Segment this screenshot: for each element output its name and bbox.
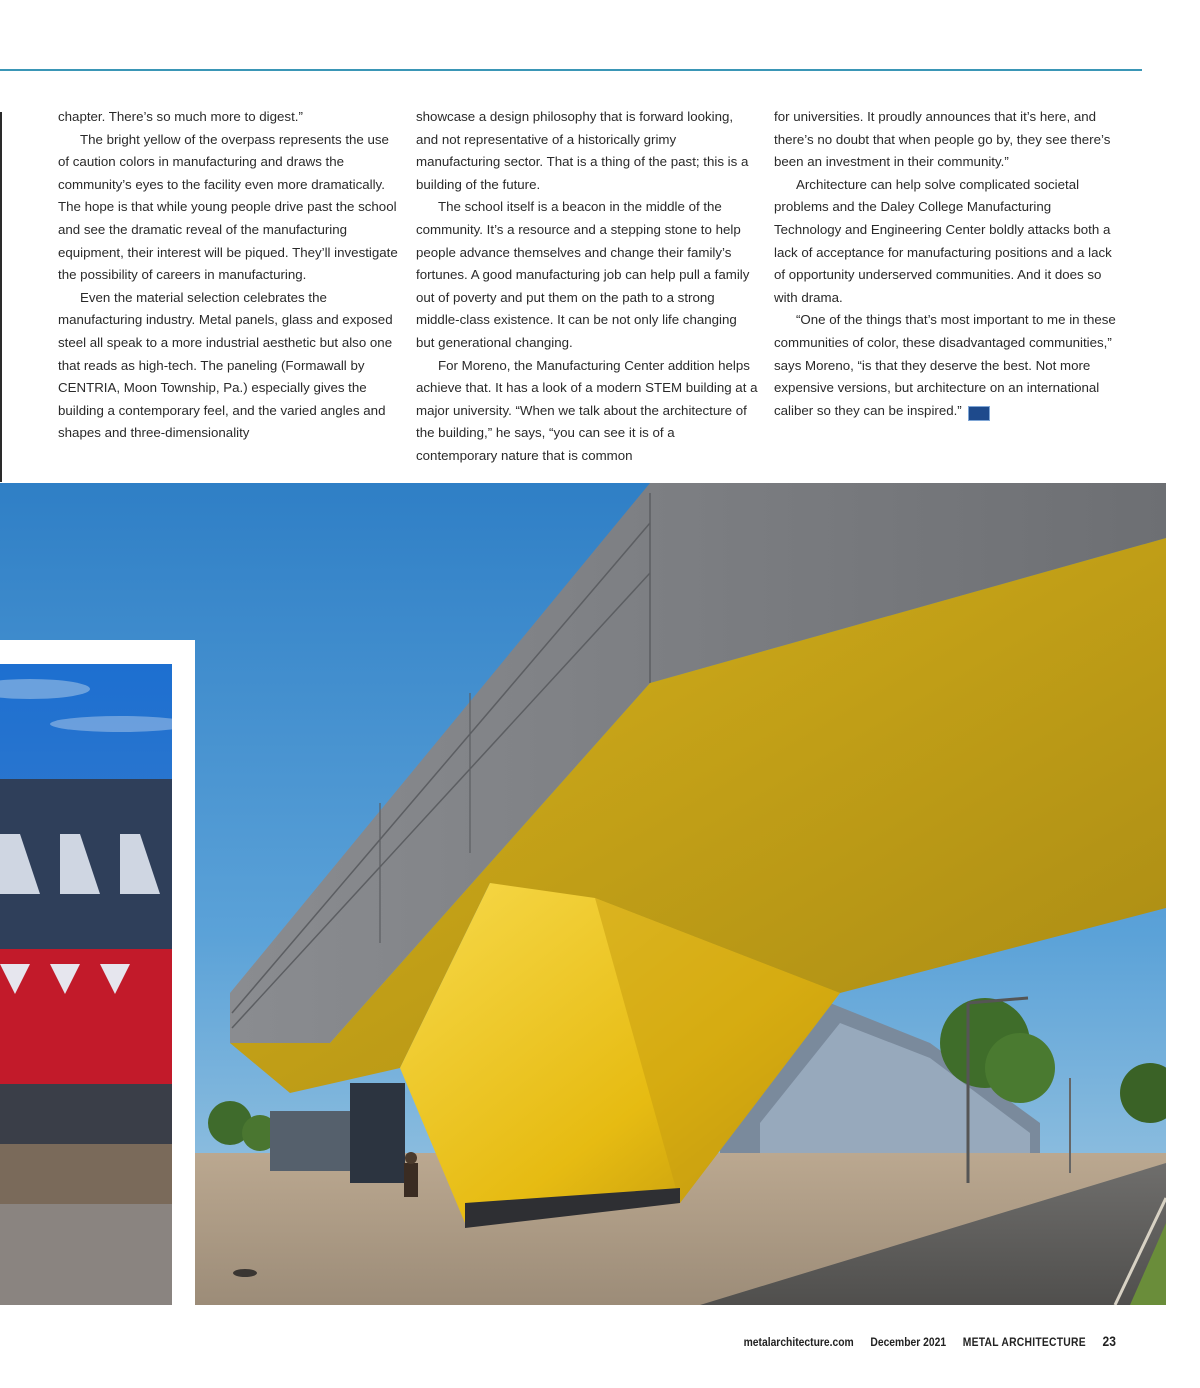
paragraph: Architecture can help solve complicated societal problems and the Daley College Manufacturing Technology and Engineering Center boldly attacks both a lack of acceptance for manufacturing positions and a lack of opportunity underserved communities. And it does so with drama. <box>774 176 1112 305</box>
article-column-1 <box>58 106 400 445</box>
end-mark-logo: Ma <box>968 406 990 421</box>
page-number: 23 <box>1102 1333 1116 1349</box>
facade-inset-photo <box>0 640 195 1305</box>
paragraph: chapter. There’s so much more to digest.” <box>58 109 303 124</box>
article-column-3 <box>774 106 1116 422</box>
page-edge-mark <box>0 112 2 482</box>
footer-issue-date: December 2021 <box>870 1335 947 1349</box>
paragraph: showcase a design philosophy that is forward looking, and not representative of a historically grimy manufacturing sector. That is a thing of the past; this is a building of the future. <box>416 109 749 192</box>
paragraph: for universities. It proudly announces that it’s here, and there’s no doubt that when people go by, they see there’s been an investment in their community.” <box>774 109 1111 170</box>
footer-website: metalarchitecture.com <box>743 1335 854 1349</box>
paragraph: The bright yellow of the overpass represents the use of caution colors in manufacturing and draws the community’s eyes to the facility even more dramatically. The hope is that while young people drive past the school and see the dramatic reveal of the manufacturing equipment, their interest will be piqued. They’ll investigate the possibility of careers in manufacturing. <box>58 131 398 283</box>
paragraph: Even the material selection celebrates the manufacturing industry. Metal panels, glass and exposed steel all speak to a more industrial aesthetic but also one that reads as high-tech. The paneling (Formawall by CENTRIA, Moon Township, Pa.) especially gives the building a contemporary feel, and the varied angles and shapes and three-dimensionality <box>58 289 393 441</box>
paragraph: The school itself is a beacon in the middle of the community. It’s a resource and a stepping stone to help people advance themselves and change their family’s fortunes. A good manufacturing job can help pull a family out of poverty and put them on the path to a strong middle-class existence. It can be not only life changing but generational changing. <box>416 199 750 350</box>
page-footer <box>730 1333 1116 1349</box>
paragraph-text: “One of the things that’s most important to me in these communities of color, these disadvantaged communities,” says Moreno, “is that they deserve the best. Not more expensive versions, but architecture on an international caliber so they can be inspired.” <box>774 312 1116 418</box>
header-rule <box>0 69 1142 71</box>
paragraph: For Moreno, the Manufacturing Center addition helps achieve that. It has a look of a modern STEM building at a major university. “When we talk about the architecture of the building,” he says, “you can see it is of a contemporary nature that is common <box>416 357 758 463</box>
article-column-2 <box>416 106 758 468</box>
footer-magazine-name: METAL ARCHITECTURE <box>962 1335 1086 1349</box>
paragraph-final <box>774 309 1116 422</box>
